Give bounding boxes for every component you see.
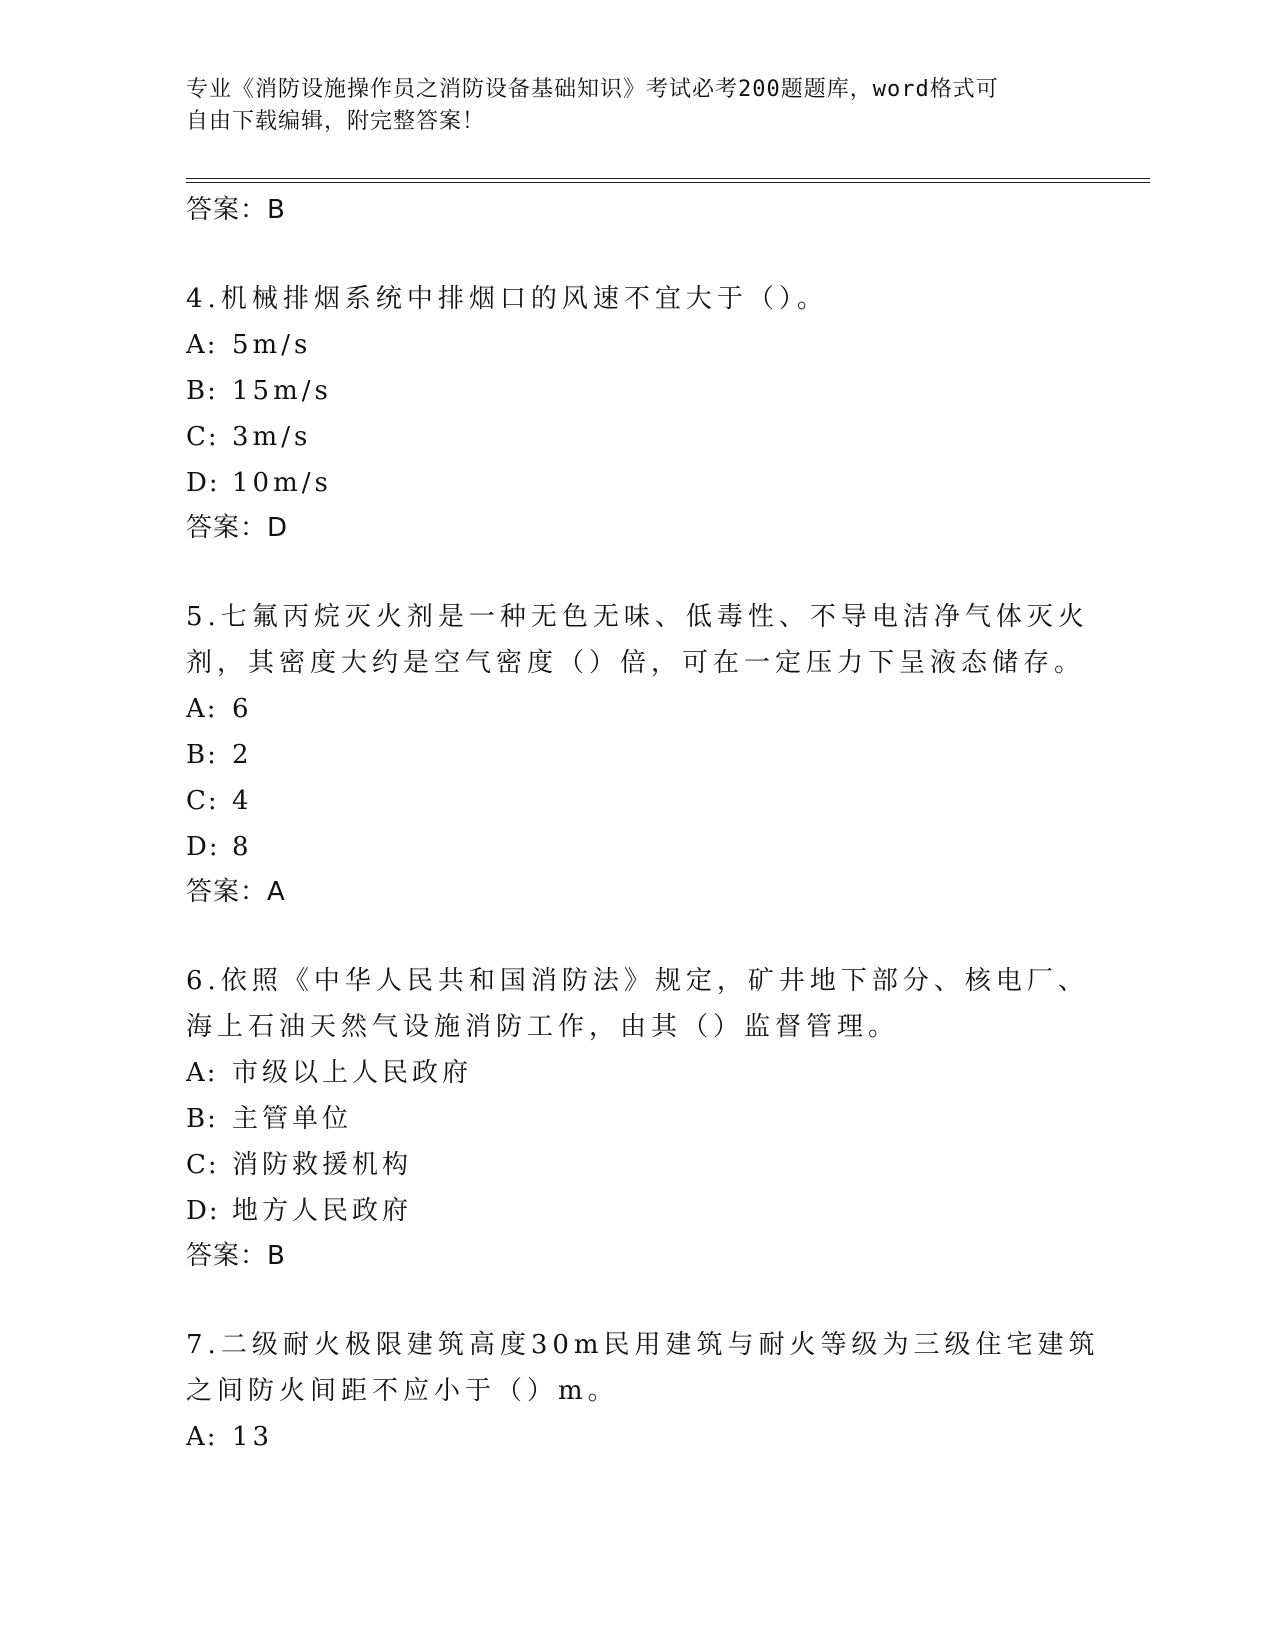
option-a bbox=[186, 1050, 1106, 1096]
option-d bbox=[186, 824, 1106, 870]
option-key: C: bbox=[186, 786, 219, 816]
option-value: 2 bbox=[232, 740, 253, 770]
option-value: 6 bbox=[232, 694, 253, 724]
option-key: D: bbox=[186, 832, 220, 862]
option-d bbox=[186, 460, 1106, 506]
question-number: 6. bbox=[186, 966, 221, 996]
option-key: A: bbox=[186, 1422, 218, 1452]
option-a bbox=[186, 686, 1106, 732]
header-line-1: 专业《消防设施操作员之消防设备基础知识》考试必考200题题库，word格式可 bbox=[186, 77, 999, 102]
header-divider-top bbox=[186, 178, 1150, 179]
option-key: B: bbox=[186, 1104, 218, 1134]
option-value: 3m/s bbox=[232, 422, 312, 452]
option-key: D: bbox=[186, 1196, 220, 1226]
option-value: 10m/s bbox=[232, 468, 332, 498]
document-body bbox=[186, 188, 1106, 1460]
option-value: 13 bbox=[232, 1422, 274, 1452]
option-b bbox=[186, 1096, 1106, 1142]
header-divider-bottom bbox=[186, 182, 1150, 183]
answer-line: 答案：A bbox=[186, 877, 286, 907]
option-value: 15m/s bbox=[232, 376, 332, 406]
option-a bbox=[186, 1414, 1106, 1460]
question-text bbox=[186, 594, 1106, 686]
question-stem: 二级耐火极限建筑高度30m民用建筑与耐火等级为三级住宅建筑之间防火间距不应小于（）m。 bbox=[186, 1330, 1100, 1406]
question-7 bbox=[186, 1322, 1106, 1460]
option-c bbox=[186, 1142, 1106, 1188]
option-key: B: bbox=[186, 740, 218, 770]
header-line-2: 自由下载编辑，附完整答案！ bbox=[186, 109, 486, 134]
option-value: 8 bbox=[232, 832, 253, 862]
option-key: A: bbox=[186, 330, 218, 360]
option-value: 主管单位 bbox=[232, 1104, 353, 1134]
question-stem: 七氟丙烷灭火剂是一种无色无味、低毒性、不导电洁净气体灭火剂，其密度大约是空气密度（）倍，可在一定压力下呈液态储存。 bbox=[186, 602, 1089, 678]
question-4 bbox=[186, 276, 1106, 550]
answer-line: 答案：D bbox=[186, 513, 289, 543]
option-key: D: bbox=[186, 468, 220, 498]
answer-line: 答案：B bbox=[186, 195, 286, 225]
option-key: A: bbox=[186, 1058, 218, 1088]
option-b bbox=[186, 732, 1106, 778]
option-key: C: bbox=[186, 422, 219, 452]
question-6 bbox=[186, 958, 1106, 1278]
option-key: B: bbox=[186, 376, 218, 406]
question-text bbox=[186, 276, 1106, 322]
option-value: 市级以上人民政府 bbox=[232, 1058, 473, 1088]
option-value: 消防救援机构 bbox=[232, 1150, 413, 1180]
option-a bbox=[186, 322, 1106, 368]
answer-line: 答案：B bbox=[186, 1241, 286, 1271]
option-value: 5m/s bbox=[232, 330, 312, 360]
question-stem: 依照《中华人民共和国消防法》规定，矿井地下部分、核电厂、海上石油天然气设施消防工作，由其（）监督管理。 bbox=[186, 966, 1089, 1042]
option-b bbox=[186, 368, 1106, 414]
question-number: 4. bbox=[186, 284, 221, 314]
option-key: A: bbox=[186, 694, 218, 724]
document-header bbox=[186, 74, 1066, 138]
option-c bbox=[186, 414, 1106, 460]
question-number: 7. bbox=[186, 1330, 221, 1360]
option-c bbox=[186, 778, 1106, 824]
option-value: 4 bbox=[232, 786, 253, 816]
question-number: 5. bbox=[186, 602, 221, 632]
question-stem: 机械排烟系统中排烟口的风速不宜大于（）。 bbox=[220, 284, 828, 314]
question-text bbox=[186, 958, 1106, 1050]
question-text bbox=[186, 1322, 1106, 1414]
option-value: 地方人民政府 bbox=[232, 1196, 413, 1226]
option-key: C: bbox=[186, 1150, 219, 1180]
question-5 bbox=[186, 594, 1106, 914]
option-d bbox=[186, 1188, 1106, 1234]
